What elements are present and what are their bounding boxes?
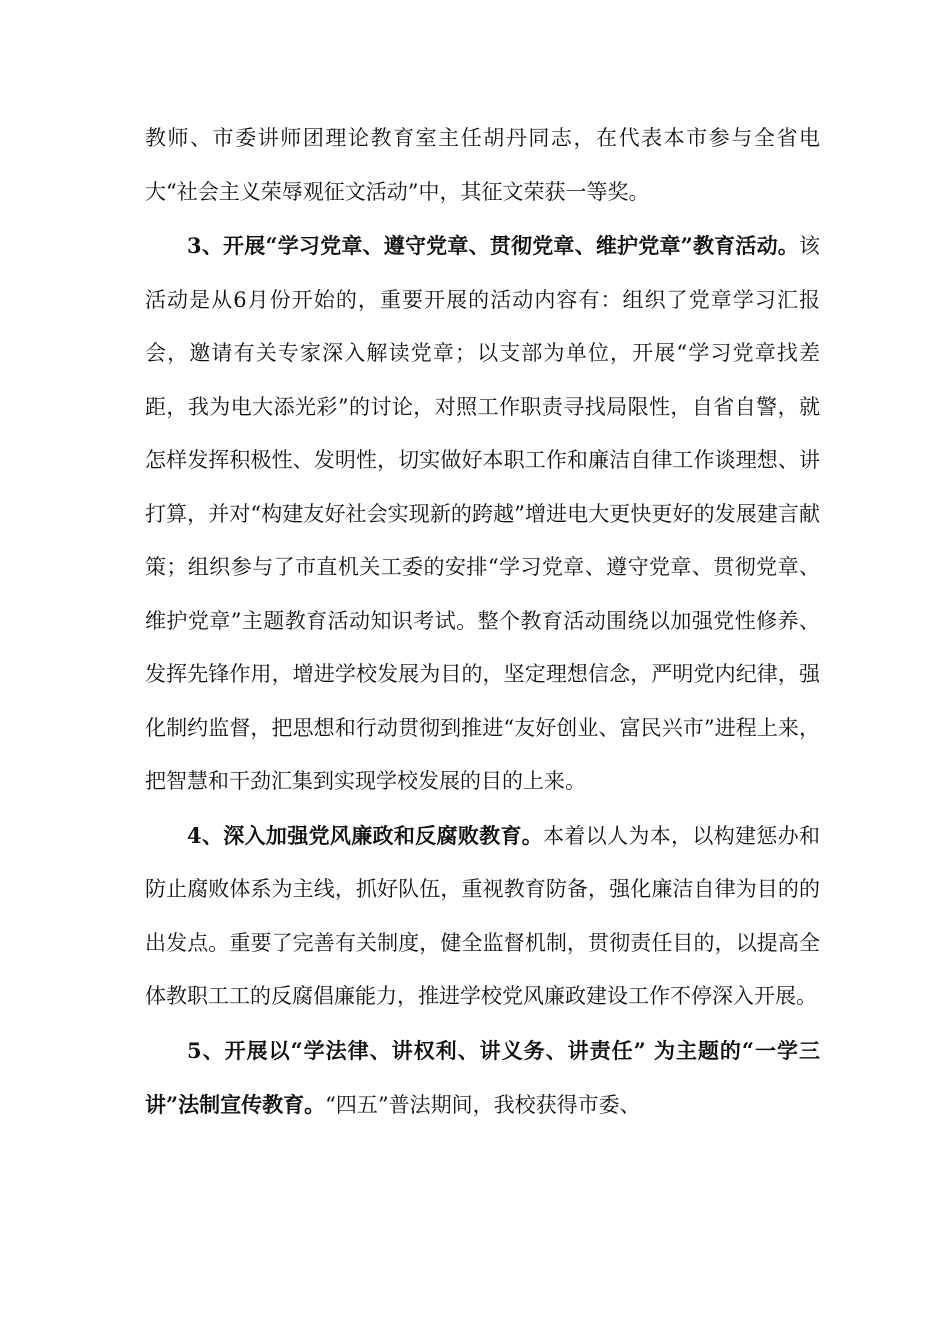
paragraph-body: 本着以人为本，以构建惩办和防止腐败体系为主线，抓好队伍，重视教育防备，强化廉洁自律为目的的出发点。重要了完善有关制度，健全监督机制，贯彻责任目的，以提高全体教职工工的反腐倡廉能力，推进学校党风廉政建设工作不停深入开展。 xyxy=(145,823,820,1008)
paragraph-heading: 4、深入加强党风廉政和反腐败教育。 xyxy=(187,822,544,848)
paragraph-item-5 xyxy=(145,1024,820,1133)
paragraph-body: “四五”普法期间，我校获得市委、 xyxy=(325,1093,641,1117)
paragraph-heading: 3、开展“学习党章、遵守党章、贯彻党章、维护党章”教育活动。 xyxy=(187,233,799,258)
document-body xyxy=(145,112,820,1133)
paragraph-body: 该活动是从6月份开始的，重要开展的活动内容有：组织了党章学习汇报会，邀请有关专家深入解读党章；以支部为单位，开展“学习党章找差距，我为电大添光彩”的讨论，对照工作职责寻找局限性，自省自警，就怎样发挥积极性、发明性，切实做好本职工作和廉洁自律工作谈理想、讲打算，并对“构建友好社会实现新的跨越”增进电大更快更好的发展建言献策；组织参与了市直机关工委的安排“学习党章、遵守党章、贯彻党章、维护党章”主题教育活动知识考试。整个教育活动围绕以加强党性修养、发挥先锋作用，增进学校发展为目的，坚定理想信念，严明党内纪律，强化制约监督，把思想和行动贯彻到推进“友好创业、富民兴市”进程上来，把智慧和干劲汇集到实现学校发展的目的上来。 xyxy=(145,234,820,793)
paragraph-item-3 xyxy=(145,219,820,809)
paragraph-body: 教师、市委讲师团理论教育室主任胡丹同志，在代表本市参与全省电大“社会主义荣辱观征文活动”中，其征文荣获一等奖。 xyxy=(145,126,820,204)
paragraph-heading: 5、开展以“学法律、讲权利、讲义务、讲责任” 为主题的“一学三讲”法制宣传教育。 xyxy=(145,1037,820,1117)
paragraph-item-4 xyxy=(145,809,820,1024)
paragraph-continuation xyxy=(145,112,820,219)
